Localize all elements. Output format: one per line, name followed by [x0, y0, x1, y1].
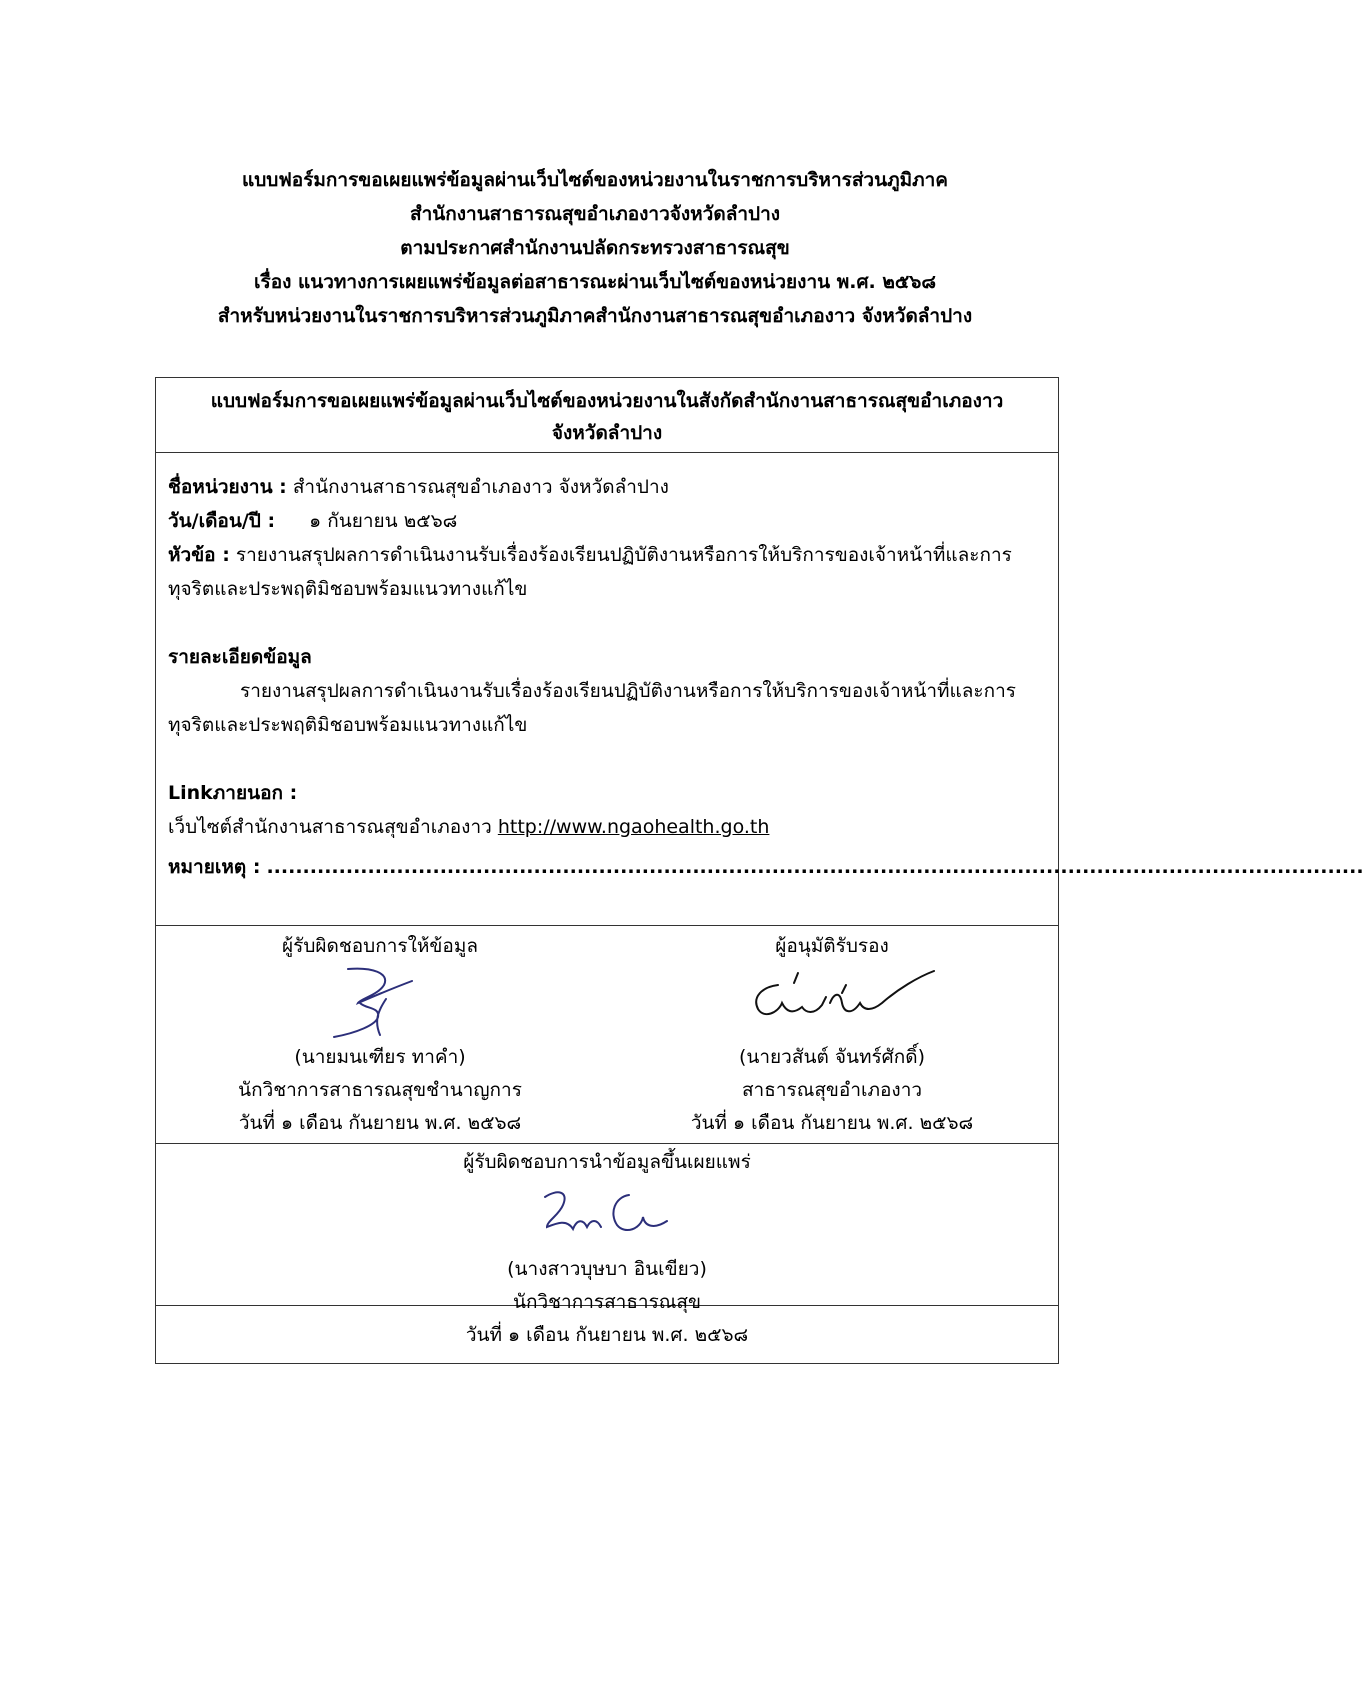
- form-title: [156, 378, 1058, 453]
- topic-row: [168, 539, 1012, 572]
- date-row: [168, 505, 457, 538]
- signature-left-image: [320, 963, 440, 1041]
- signature-section-approval: [155, 925, 1059, 1144]
- left-role: ผู้รับผิดชอบการให้ข้อมูล: [282, 935, 478, 957]
- signature-bottom-image: [517, 1179, 697, 1253]
- link-row: [168, 811, 769, 844]
- external-link[interactable]: http://www.ngaohealth.go.th: [497, 816, 770, 838]
- signature-left: [155, 926, 605, 1140]
- unit-value: สำนักงานสาธารณสุขอำเภองาว จังหวัดลำปาง: [292, 476, 669, 498]
- header-line-5: สำหรับหน่วยงานในราชการบริหารส่วนภูมิภาคสำนักงานสาธารณสุขอำเภองาว จังหวัดลำปาง: [217, 305, 973, 327]
- detail-line-2: ทุจริตและประพฤติมิชอบพร้อมแนวทางแก้ไข: [168, 714, 528, 736]
- left-position: นักวิชาการสาธารณสุขชำนาญการ: [238, 1079, 522, 1101]
- bottom-name: (นางสาวบุษบา อินเขียว): [507, 1258, 707, 1280]
- detail-line-1: รายงานสรุปผลการดำเนินงานรับเรื่องร้องเรียนปฏิบัติงานหรือการให้บริการของเจ้าหน้าที่และการ: [240, 680, 1017, 702]
- header-line-2: สำนักงานสาธารณสุขอำเภองาวจังหวัดลำปาง: [409, 203, 781, 225]
- form-title-line-1: แบบฟอร์มการขอเผยแพร่ข้อมูลผ่านเว็บไซต์ของหน่วยงานในสังกัดสำนักงานสาธารณสุขอำเภองาว: [210, 390, 1004, 412]
- topic-label: หัวข้อ :: [168, 544, 230, 566]
- left-name: (นายมนเฑียร ทาคำ): [294, 1046, 466, 1068]
- topic-value-line-2: ทุจริตและประพฤติมิชอบพร้อมแนวทางแก้ไข: [168, 578, 528, 600]
- header-line-1: แบบฟอร์มการขอเผยแพร่ข้อมูลผ่านเว็บไซต์ของหน่วยงานในราชการบริหารส่วนภูมิภาค: [241, 169, 949, 191]
- signature-section-publisher: [155, 1144, 1059, 1364]
- document-header: [0, 163, 1190, 333]
- unit-row: [168, 471, 669, 504]
- note-row: [168, 851, 1364, 884]
- header-line-3: ตามประกาศสำนักงานปลัดกระทรวงสาธารณสุข: [400, 237, 790, 259]
- header-line-4: เรื่อง แนวทางการเผยแพร่ข้อมูลต่อสาธารณะผ่านเว็บไซต์ของหน่วยงาน พ.ศ. ๒๕๖๘: [254, 271, 936, 293]
- link-prefix: เว็บไซต์สำนักงานสาธารณสุขอำเภองาว: [168, 816, 492, 838]
- link-label: Linkภายนอก :: [168, 782, 298, 804]
- signature-right: [605, 926, 1059, 1140]
- date-value: ๑ กันยายน ๒๕๖๘: [309, 510, 458, 532]
- unit-label: ชื่อหน่วยงาน :: [168, 476, 287, 498]
- right-role: ผู้อนุมัติรับรอง: [775, 935, 889, 957]
- note-label: หมายเหตุ :: [168, 856, 261, 878]
- bottom-position: นักวิชาการสาธารณสุข: [512, 1291, 702, 1313]
- date-label: วัน/เดือน/ปี :: [168, 510, 276, 532]
- right-name: (นายวสันต์ จันทร์ศักดิ์): [738, 1046, 925, 1068]
- topic-value-line-1: รายงานสรุปผลการดำเนินงานรับเรื่องร้องเรียนปฏิบัติงานหรือการให้บริการของเจ้าหน้าที่และการ: [235, 544, 1012, 566]
- detail-label: รายละเอียดข้อมูล: [168, 646, 312, 668]
- bottom-role: ผู้รับผิดชอบการนำข้อมูลขึ้นเผยแพร่: [463, 1151, 751, 1173]
- right-position: สาธารณสุขอำเภองาว: [741, 1079, 923, 1101]
- right-date: วันที่ ๑ เดือน กันยายน พ.ศ. ๒๕๖๘: [690, 1112, 974, 1134]
- signature-bottom: [155, 1144, 1059, 1352]
- form-title-line-2: จังหวัดลำปาง: [551, 422, 663, 444]
- note-dots: ........................................................................................................................................................: [266, 856, 1364, 878]
- bottom-date: วันที่ ๑ เดือน กันยายน พ.ศ. ๒๕๖๘: [465, 1324, 749, 1346]
- signature-right-image: [722, 963, 942, 1041]
- left-date: วันที่ ๑ เดือน กันยายน พ.ศ. ๒๕๖๘: [238, 1112, 522, 1134]
